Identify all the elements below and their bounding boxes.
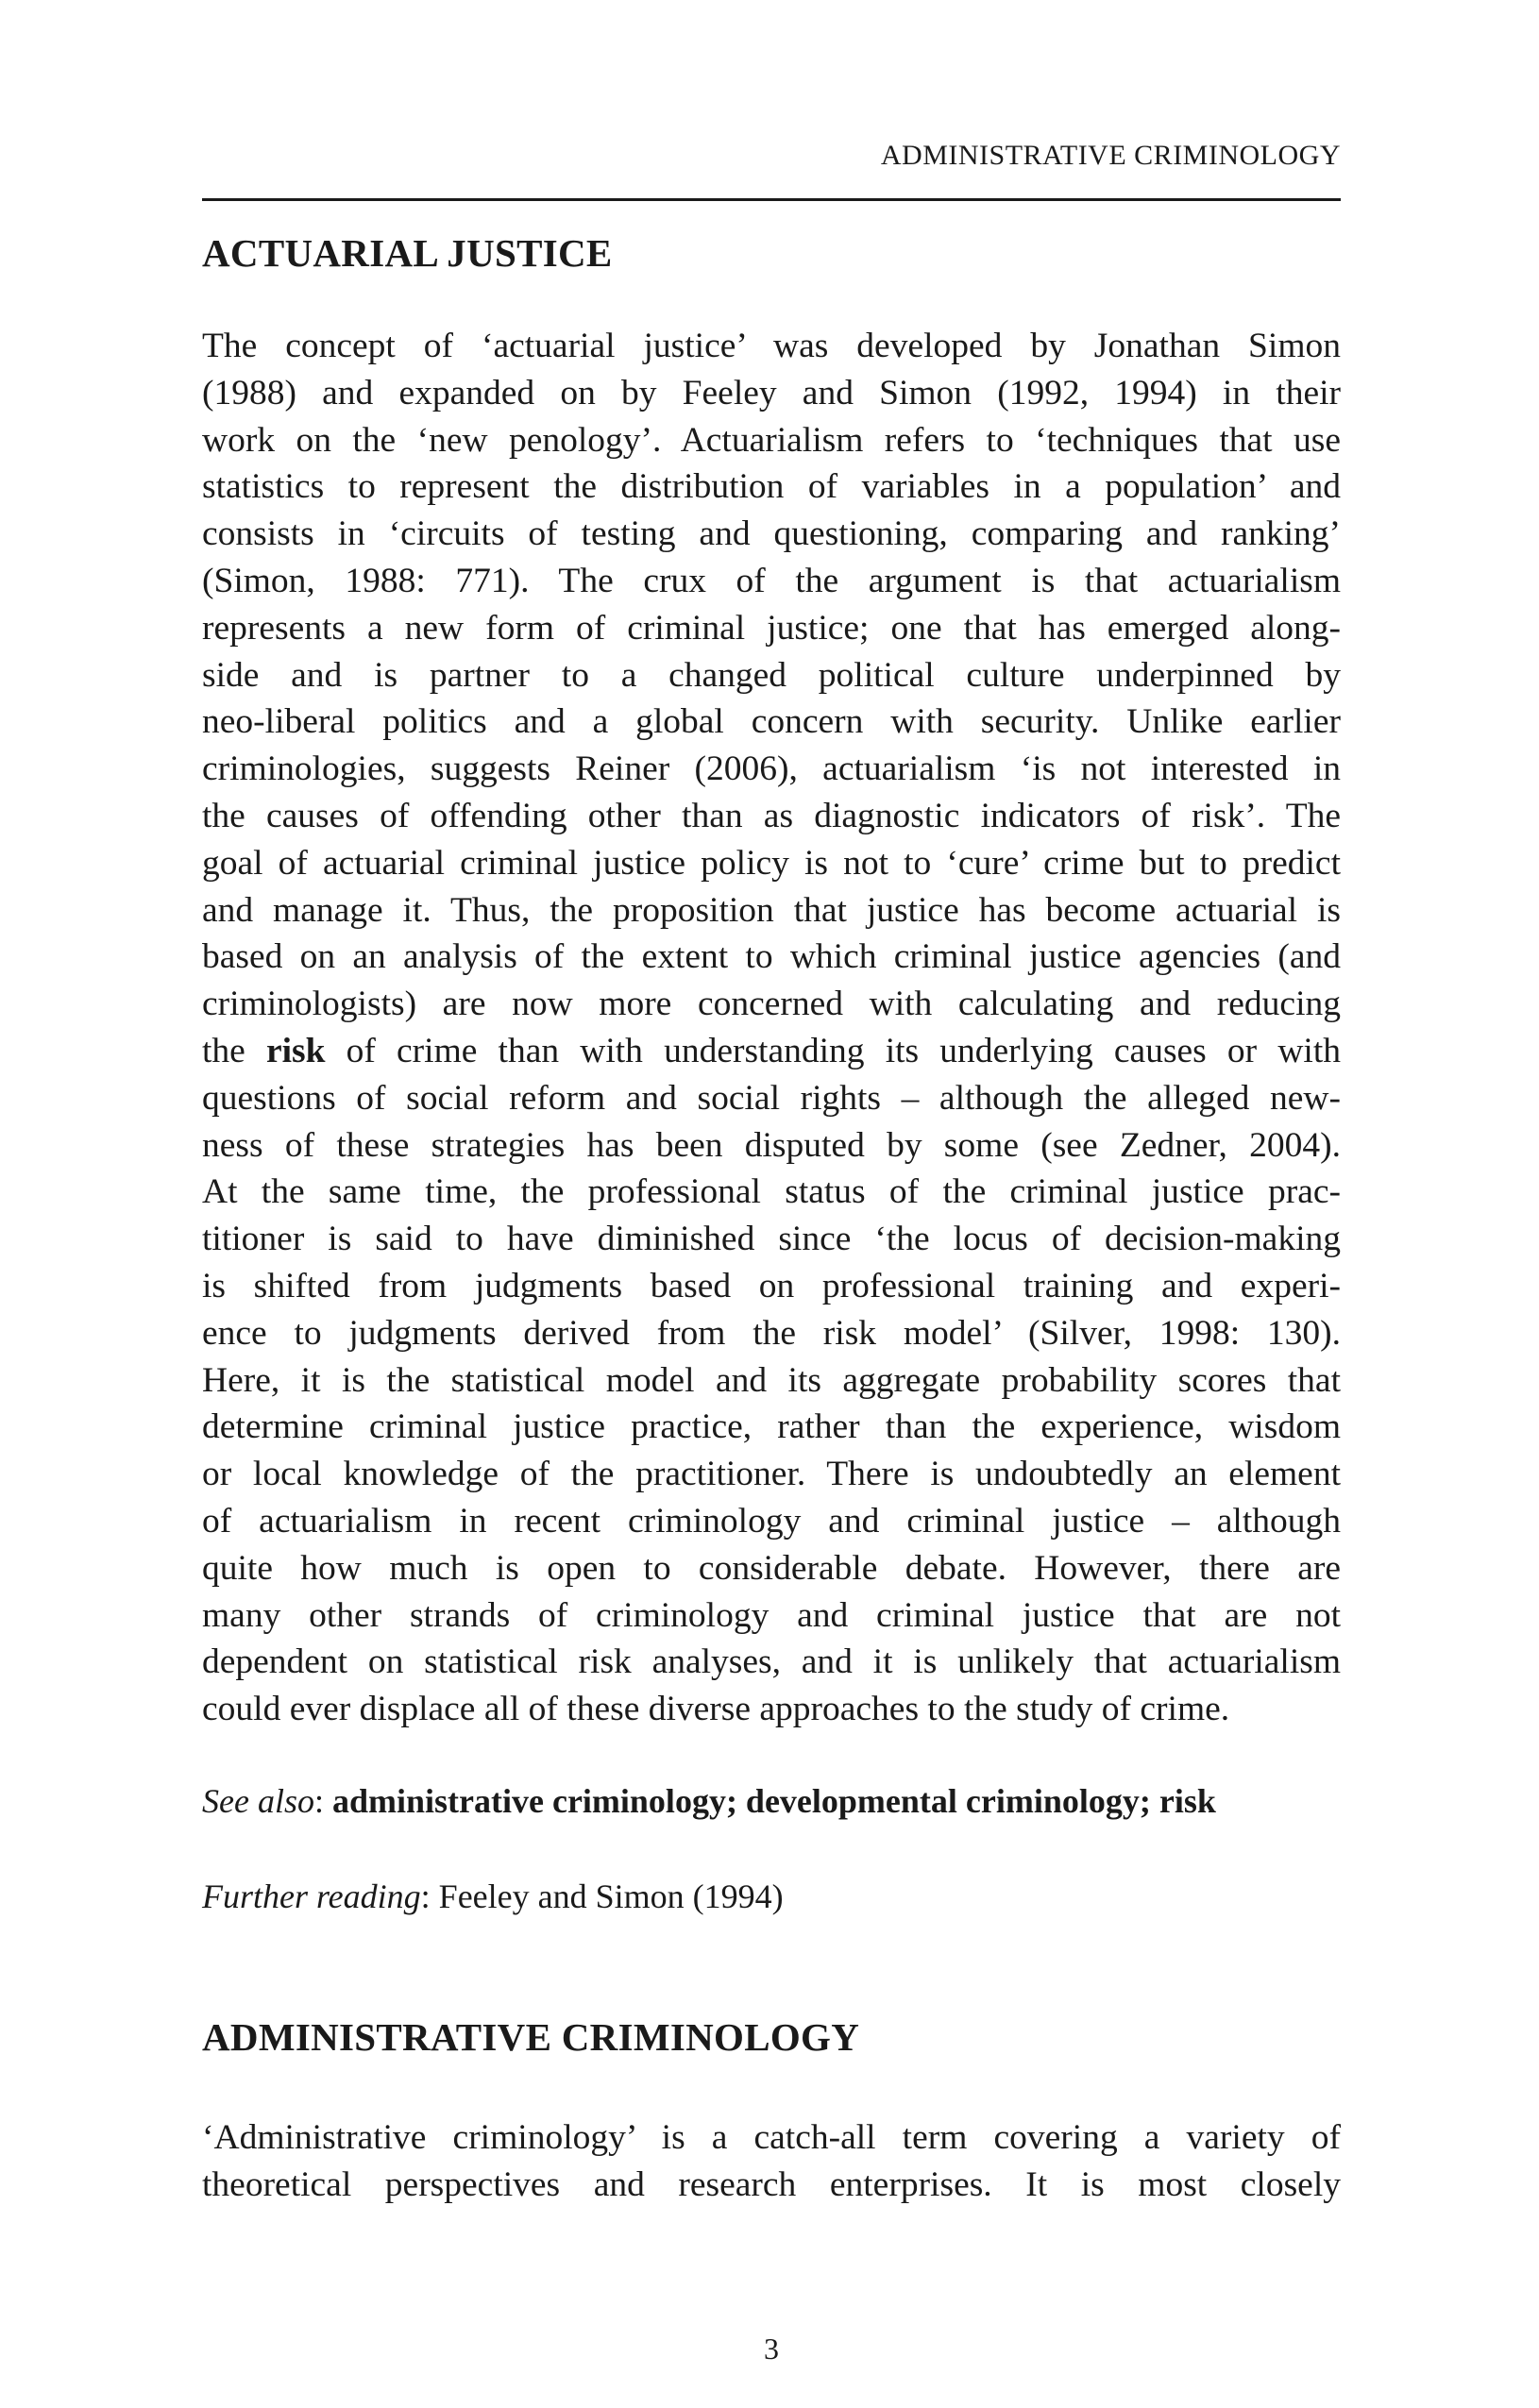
body-line: ‘Administrative criminology’ is a catch-all term covering a variety of — [202, 2118, 1341, 2157]
body-line: work on the ‘new penology’. Actuarialism refers to ‘techniques that use — [202, 420, 1341, 460]
body-line: many other strands of criminology and criminal justice that are not — [202, 1595, 1341, 1635]
body-line: side and is partner to a changed political culture underpinned by — [202, 655, 1341, 695]
see-also-terms[interactable]: administrative criminology; developmental criminology; risk — [331, 1782, 1216, 1820]
body-line: Here, it is the statistical model and its aggregate probability scores that — [202, 1360, 1341, 1400]
body-line: statistics to represent the distribution of variables in a population’ and — [202, 467, 1341, 507]
body-line: of actuarialism in recent criminology and criminal justice – although — [202, 1501, 1341, 1541]
body-line-risk — [202, 1028, 1341, 1075]
body-line: consists in ‘circuits of testing and questioning, comparing and ranking’ — [202, 514, 1341, 554]
body-line: is shifted from judgments based on professional training and experi- — [202, 1266, 1341, 1305]
entry-title-actuarial-justice: ACTUARIAL JUSTICE — [202, 231, 613, 275]
body-line: or local knowledge of the practitioner. There is undoubtedly an element — [202, 1455, 1341, 1494]
further-reading-label: Further reading — [202, 1878, 421, 1915]
body-line: could ever displace all of these diverse approaches to the study of crime. — [202, 1690, 1230, 1729]
header-rule — [202, 198, 1341, 201]
body-line: ence to judgments derived from the risk model’ (Silver, 1998: 130). — [202, 1313, 1341, 1353]
entry-title-administrative-criminology: ADMINISTRATIVE CRIMINOLOGY — [202, 2015, 860, 2059]
further-reading — [202, 1877, 784, 1917]
entry-body-actuarial-justice — [202, 323, 1341, 1733]
entry-body-administrative-criminology — [202, 2114, 1341, 2209]
page-number: 3 — [764, 2332, 779, 2366]
body-line: criminologists) are now more concerned with calculating and reducing — [202, 985, 1341, 1024]
book-page — [202, 140, 1341, 2366]
body-line: theoretical perspectives and research enterprises. It is most closely — [202, 2164, 1341, 2204]
body-line: the causes of offending other than as diagnostic indicators of risk’. The — [202, 796, 1341, 835]
body-line: criminologies, suggests Reiner (2006), actuarialism ‘is not interested in — [202, 749, 1341, 789]
body-line: (1988) and expanded on by Feeley and Simon (1992, 1994) in their — [202, 373, 1341, 413]
body-line: represents a new form of criminal justice; one that has emerged along- — [202, 608, 1341, 648]
cross-reference-risk[interactable]: risk — [265, 1031, 326, 1070]
body-line: goal of actuarial criminal justice policy is not to ‘cure’ crime but to predict — [202, 843, 1341, 883]
see-also — [202, 1781, 1216, 1822]
see-also-label: See also — [202, 1782, 314, 1820]
body-line: and manage it. Thus, the proposition that justice has become actuarial is — [202, 890, 1341, 930]
running-head: ADMINISTRATIVE CRIMINOLOGY — [880, 140, 1341, 171]
body-line: questions of social reform and social rights – although the alleged new- — [202, 1078, 1341, 1118]
body-line: ness of these strategies has been disputed by some (see Zedner, 2004). — [202, 1125, 1341, 1165]
body-line: dependent on statistical risk analyses, and it is unlikely that actuarialism — [202, 1642, 1341, 1682]
body-line: titioner is said to have diminished since ‘the locus of decision-making — [202, 1220, 1341, 1259]
further-reading-colon: : — [420, 1878, 439, 1915]
body-line: based on an analysis of the extent to which criminal justice agencies (and — [202, 937, 1341, 977]
further-reading-text: Feeley and Simon (1994) — [438, 1878, 784, 1915]
see-also-colon: : — [313, 1782, 332, 1820]
body-line: (Simon, 1988: 771). The crux of the argument is that actuarialism — [202, 561, 1341, 600]
body-line: determine criminal justice practice, rather than the experience, wisdom — [202, 1407, 1341, 1447]
body-line: quite how much is open to considerable debate. However, there are — [202, 1548, 1341, 1588]
risk-line-start: the — [202, 1031, 266, 1070]
body-line: neo-liberal politics and a global concern with security. Unlike earlier — [202, 702, 1341, 742]
risk-line-end: of crime than with understanding its underlying causes or with — [325, 1031, 1341, 1070]
body-line: The concept of ‘actuarial justice’ was developed by Jonathan Simon — [202, 327, 1341, 365]
body-line: At the same time, the professional status of the criminal justice prac- — [202, 1172, 1341, 1212]
